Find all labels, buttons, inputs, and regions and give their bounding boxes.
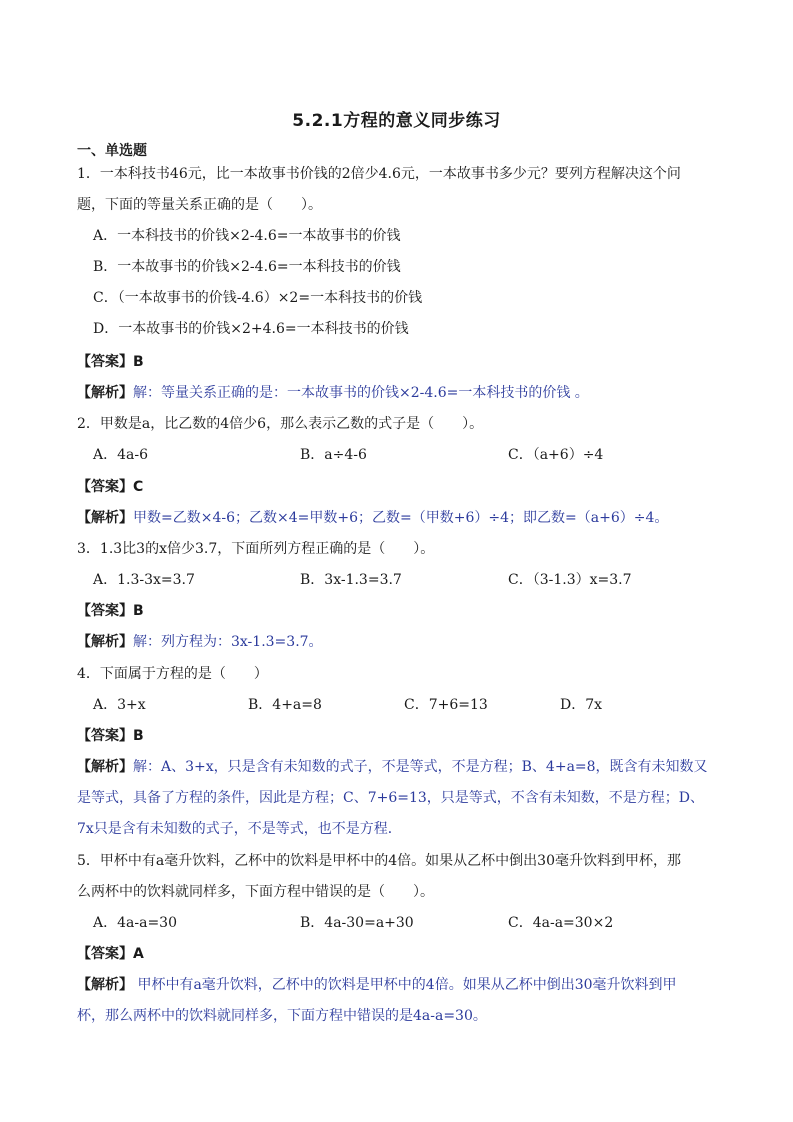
answer-label: 【答案】	[77, 728, 133, 744]
q3-answer	[77, 601, 144, 621]
q2-answer	[77, 477, 143, 497]
section-heading: 一、单选题	[77, 143, 147, 159]
analysis-label: 【解析】	[77, 634, 133, 650]
q4-analysis-line3: 7x只是含有未知数的式子，不是等式，也不是方程．	[77, 821, 402, 837]
q4-option-b: B．4+a=8	[248, 697, 322, 713]
q4-analysis-text-1: 解：A、3+x，只是含有未知数的式子，不是等式，不是方程；B、4+a=8，既含有未知数又	[133, 759, 708, 775]
analysis-label: 【解析】	[77, 759, 133, 775]
q1-answer	[77, 352, 144, 372]
q1-option-b: B．一本故事书的价钱×2-4.6=一本科技书的价钱	[93, 259, 401, 275]
q1-answer-value: B	[133, 354, 144, 370]
answer-label: 【答案】	[77, 946, 133, 962]
answer-label: 【答案】	[77, 479, 133, 495]
q5-analysis-text-1: 甲杯中有a毫升饮料，乙杯中的饮料是甲杯中的4倍。如果从乙杯中倒出30毫升饮料到甲	[133, 977, 677, 993]
q5-option-a: A．4a-a=30	[93, 915, 177, 931]
q1-analysis	[77, 383, 589, 403]
q5-analysis-line2: 杯，那么两杯中的饮料就同样多，下面方程中错误的是4a-a=30。	[77, 1008, 487, 1024]
analysis-label: 【解析】	[77, 510, 133, 526]
q3-analysis-text: 解：列方程为：3x-1.3=3.7。	[133, 634, 323, 650]
q4-option-d: D．7x	[560, 697, 603, 713]
page-title: 5.2.1方程的意义同步练习	[292, 111, 501, 131]
q4-answer-value: B	[133, 728, 144, 744]
q3-option-c: C．（3-1.3）x=3.7	[508, 572, 632, 588]
q1-analysis-text: 解：等量关系正确的是：一本故事书的价钱×2-4.6=一本科技书的价钱 。	[133, 385, 589, 401]
q3-stem-line1: 3．1.3比3的x倍少3.7，下面所列方程正确的是（ ）。	[77, 541, 435, 557]
q3-answer-value: B	[133, 603, 144, 619]
q5-answer	[77, 944, 144, 964]
q1-option-d: D．一本故事书的价钱×2+4.6=一本科技书的价钱	[93, 321, 409, 337]
q1-stem-line2: 题，下面的等量关系正确的是（ ）。	[77, 197, 322, 213]
answer-label: 【答案】	[77, 603, 133, 619]
q2-option-a: A．4a-6	[93, 447, 149, 463]
q2-stem-line1: 2．甲数是a，比乙数的4倍少6，那么表示乙数的式子是（ ）。	[77, 416, 484, 432]
q4-option-c: C．7+6=13	[404, 697, 488, 713]
q1-option-c: C．（一本故事书的价钱-4.6）×2=一本科技书的价钱	[93, 290, 423, 306]
q4-answer	[77, 726, 144, 746]
q1-stem-line1: 1．一本科技书46元，比一本故事书价钱的2倍少4.6元，一本故事书多少元？要列方程解决这个问	[77, 166, 681, 182]
q5-analysis-line1	[77, 975, 677, 995]
q5-stem-line1: 5．甲杯中有a毫升饮料，乙杯中的饮料是甲杯中的4倍。如果从乙杯中倒出30毫升饮料到甲杯，那	[77, 853, 681, 869]
q4-analysis-line2: 是等式，具备了方程的条件，因此是方程；C、7+6=13，只是等式，不含有未知数，不是方程；D、	[77, 790, 705, 806]
analysis-label: 【解析】	[77, 385, 133, 401]
q2-option-c: C．（a+6）÷4	[508, 447, 604, 463]
q5-stem-line2: 么两杯中的饮料就同样多，下面方程中错误的是（ ）。	[77, 884, 434, 900]
q4-analysis-line1	[77, 757, 708, 777]
q5-answer-value: A	[133, 946, 144, 962]
q2-analysis	[77, 508, 668, 528]
q1-option-a: A．一本科技书的价钱×2-4.6=一本故事书的价钱	[93, 228, 401, 244]
q4-option-a: A．3+x	[93, 697, 146, 713]
q4-stem-line1: 4．下面属于方程的是（ ）	[77, 666, 268, 682]
q2-answer-value: C	[133, 479, 144, 495]
q2-option-b: B．a÷4-6	[300, 447, 367, 463]
q5-option-b: B．4a-30=a+30	[300, 915, 414, 931]
q3-analysis	[77, 632, 323, 652]
q3-option-b: B．3x-1.3=3.7	[300, 572, 402, 588]
analysis-label: 【解析】	[77, 977, 133, 993]
q2-analysis-text: 甲数=乙数×4-6；乙数×4=甲数+6；乙数=（甲数+6）÷4；即乙数=（a+6）÷4。	[133, 510, 669, 526]
q3-option-a: A．1.3-3x=3.7	[93, 572, 195, 588]
q5-option-c: C．4a-a=30×2	[508, 915, 614, 931]
answer-label: 【答案】	[77, 354, 133, 370]
